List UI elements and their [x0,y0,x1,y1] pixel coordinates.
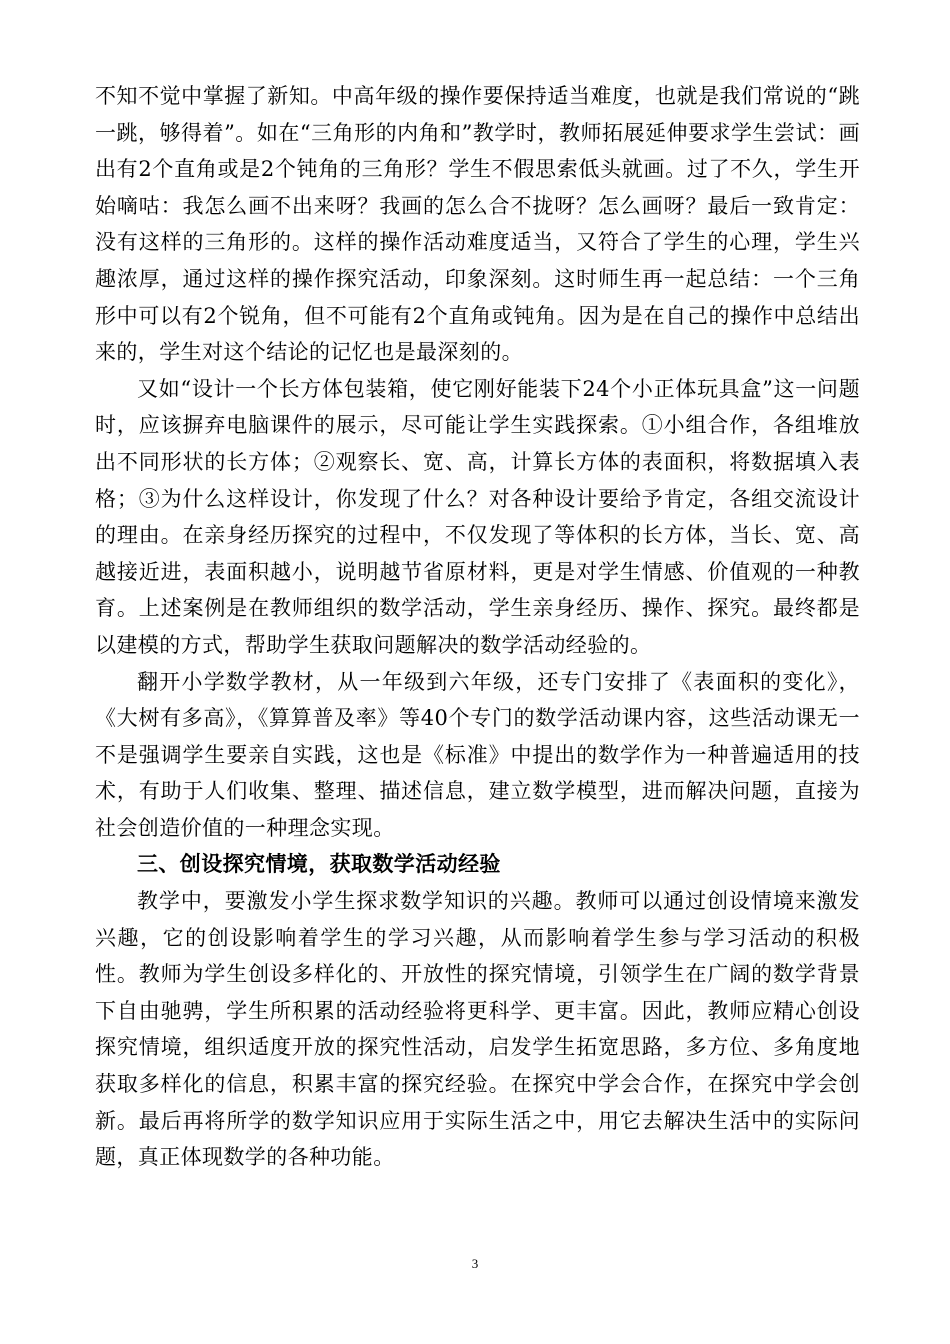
paragraph-inquiry-situation: 教学中，要激发小学生探求数学知识的兴趣。教师可以通过创设情境来激发兴趣，它的创设影响着学生的学习兴趣，从而影响着学生参与学习活动的积极性。教师为学生创设多样化的、开放性的探究情境，引领学生在广阔的数学背景下自由驰骋，学生所积累的活动经验将更科学、更丰富。因此，教师应精心创设探究情境，组织适度开放的探究性活动，启发学生拓宽思路，多方位、多角度地获取多样化的信息，积累丰富的探究经验。在探究中学会合作，在探究中学会创新。最后再将所学的数学知识应用于实际生活之中，用它去解决生活中的实际问题，真正体现数学的各种功能。 [95,889,860,1170]
section-heading: 三、创设探究情境，获取数学活动经验 [137,851,501,877]
paragraph-continued: 不知不觉中掌握了新知。中高年级的操作要保持适当难度，也就是我们常说的“跳一跳，够得着”。如在“三角形的内角和”教学时，教师拓展延伸要求学生尝试：画出有2个直角或是2个钝角的三角形？学生不假思索低头就画。过了不久，学生开始嘀咕：我怎么画不出来呀？我画的怎么合不拢呀？怎么画呀？最后一致肯定：没有这样的三角形的。这样的操作活动难度适当，又符合了学生的心理，学生兴趣浓厚，通过这样的操作探究活动，印象深刻。这时师生再一起总结：一个三角形中可以有2个锐角，但不可能有2个直角或钝角。因为是在自己的操作中总结出来的，学生对这个结论的记忆也是最深刻的。 [95,84,860,365]
paragraph-packaging-example: 又如“设计一个长方体包装箱，使它刚好能装下24个小正体玩具盒”这一问题时，应该摒弃电脑课件的展示，尽可能让学生实践探索。①小组合作，各组堆放出不同形状的长方体；②观察长、宽、高，计算长方体的表面积，将数据填入表格；③为什么这样设计，你发现了什么？对各种设计要给予肯定，各组交流设计的理由。在亲身经历探究的过程中，不仅发现了等体积的长方体，当长、宽、高越接近进，表面积越小，说明越节省原材料，更是对学生情感、价值观的一种教育。上述案例是在教师组织的数学活动，学生亲身经历、操作、探究。最终都是以建模的方式，帮助学生获取问题解决的数学活动经验的。 [95,376,860,657]
paragraph-textbook: 翻开小学数学教材，从一年级到六年级，还专门安排了《表面积的变化》，《大树有多高》，《算算普及率》等40个专门的数学活动课内容，这些活动课无一不是强调学生要亲自实践，这也是《标准》中提出的数学作为一种普遍适用的技术，有助于人们收集、整理、描述信息，建立数学模型，进而解决问题，直接为社会创造价值的一种理念实现。 [95,669,860,840]
page-number: 3 [471,1256,479,1271]
document-page [95,78,860,1176]
